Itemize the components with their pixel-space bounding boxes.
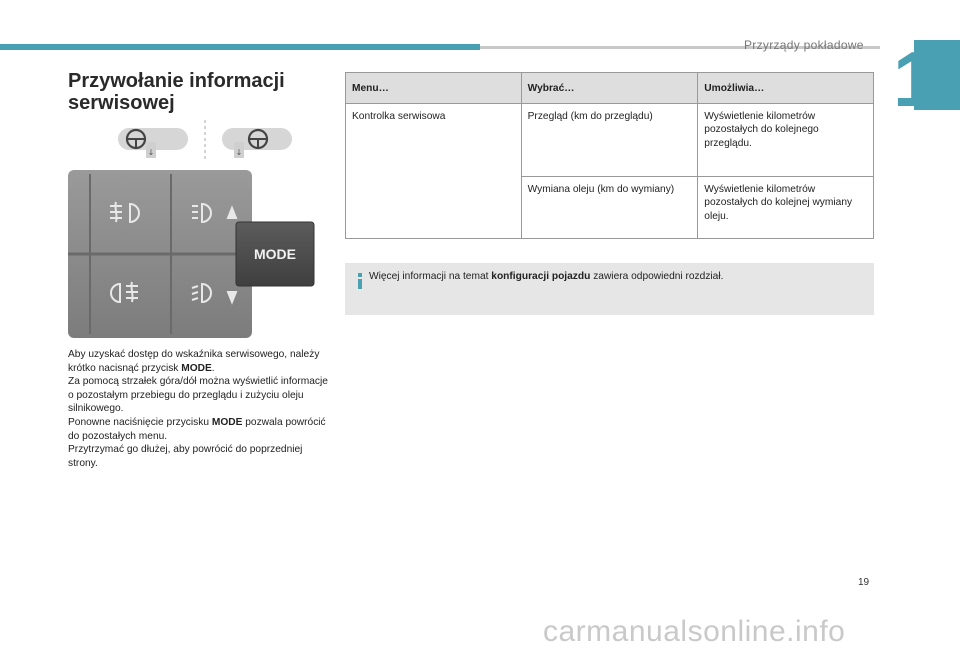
body-text	[68, 348, 330, 470]
watermark: carmanualsonline.info	[543, 615, 846, 648]
table-header-row	[346, 73, 874, 104]
control-panel-illustration	[68, 170, 316, 338]
svg-text:↓: ↓	[147, 148, 155, 157]
page-title-line2: serwisowej	[68, 92, 175, 114]
table-cell-select: Przegląd (km do przeglądu)	[521, 104, 698, 177]
service-info-table	[345, 72, 874, 239]
body-paragraph: Ponowne naciśnięcie przycisku MODE pozwala powrócić do pozostałych menu.	[68, 416, 326, 442]
table-cell-menu: Kontrolka serwisowa	[346, 104, 522, 239]
section-title: Przyrządy pokładowe	[744, 38, 864, 52]
table-header-cell: Menu…	[346, 73, 522, 104]
body-paragraph: Za pomocą strzałek góra/dół można wyświetlić informacje o pozostałym przebiegu do przeglądu i zużyciu oleju silnikowego.	[68, 376, 328, 415]
mode-button-label: MODE	[254, 246, 296, 262]
info-icon	[356, 273, 364, 289]
info-note	[345, 263, 874, 315]
page-title	[68, 70, 328, 114]
table-header-cell: Wybrać…	[521, 73, 698, 104]
steering-stalk-illustration	[110, 118, 300, 164]
table-row	[346, 104, 874, 177]
page-title-line1: Przywołanie informacji	[68, 70, 285, 92]
body-paragraph: Aby uzyskać dostęp do wskaźnika serwisowego, należy krótko nacisnąć przycisk MODE.	[68, 349, 320, 374]
header-accent-bar	[0, 44, 480, 50]
table-cell-select: Wymiana oleju (km do wymiany)	[521, 177, 698, 239]
body-paragraph: Przytrzymać go dłużej, aby powrócić do poprzedniej strony.	[68, 444, 303, 469]
table-header-cell: Umożliwia…	[698, 73, 874, 104]
chapter-number: 1	[893, 35, 937, 123]
page-number: 19	[858, 577, 870, 588]
info-note-text: Więcej informacji na temat konfiguracji pojazdu zawiera odpowiedni rozdział.	[369, 271, 724, 282]
table-cell-enables: Wyświetlenie kilometrów pozostałych do kolejnej wymiany oleju.	[698, 177, 874, 239]
table-cell-enables: Wyświetlenie kilometrów pozostałych do kolejnego przeglądu.	[698, 104, 874, 177]
svg-text:↓: ↓	[235, 148, 243, 157]
